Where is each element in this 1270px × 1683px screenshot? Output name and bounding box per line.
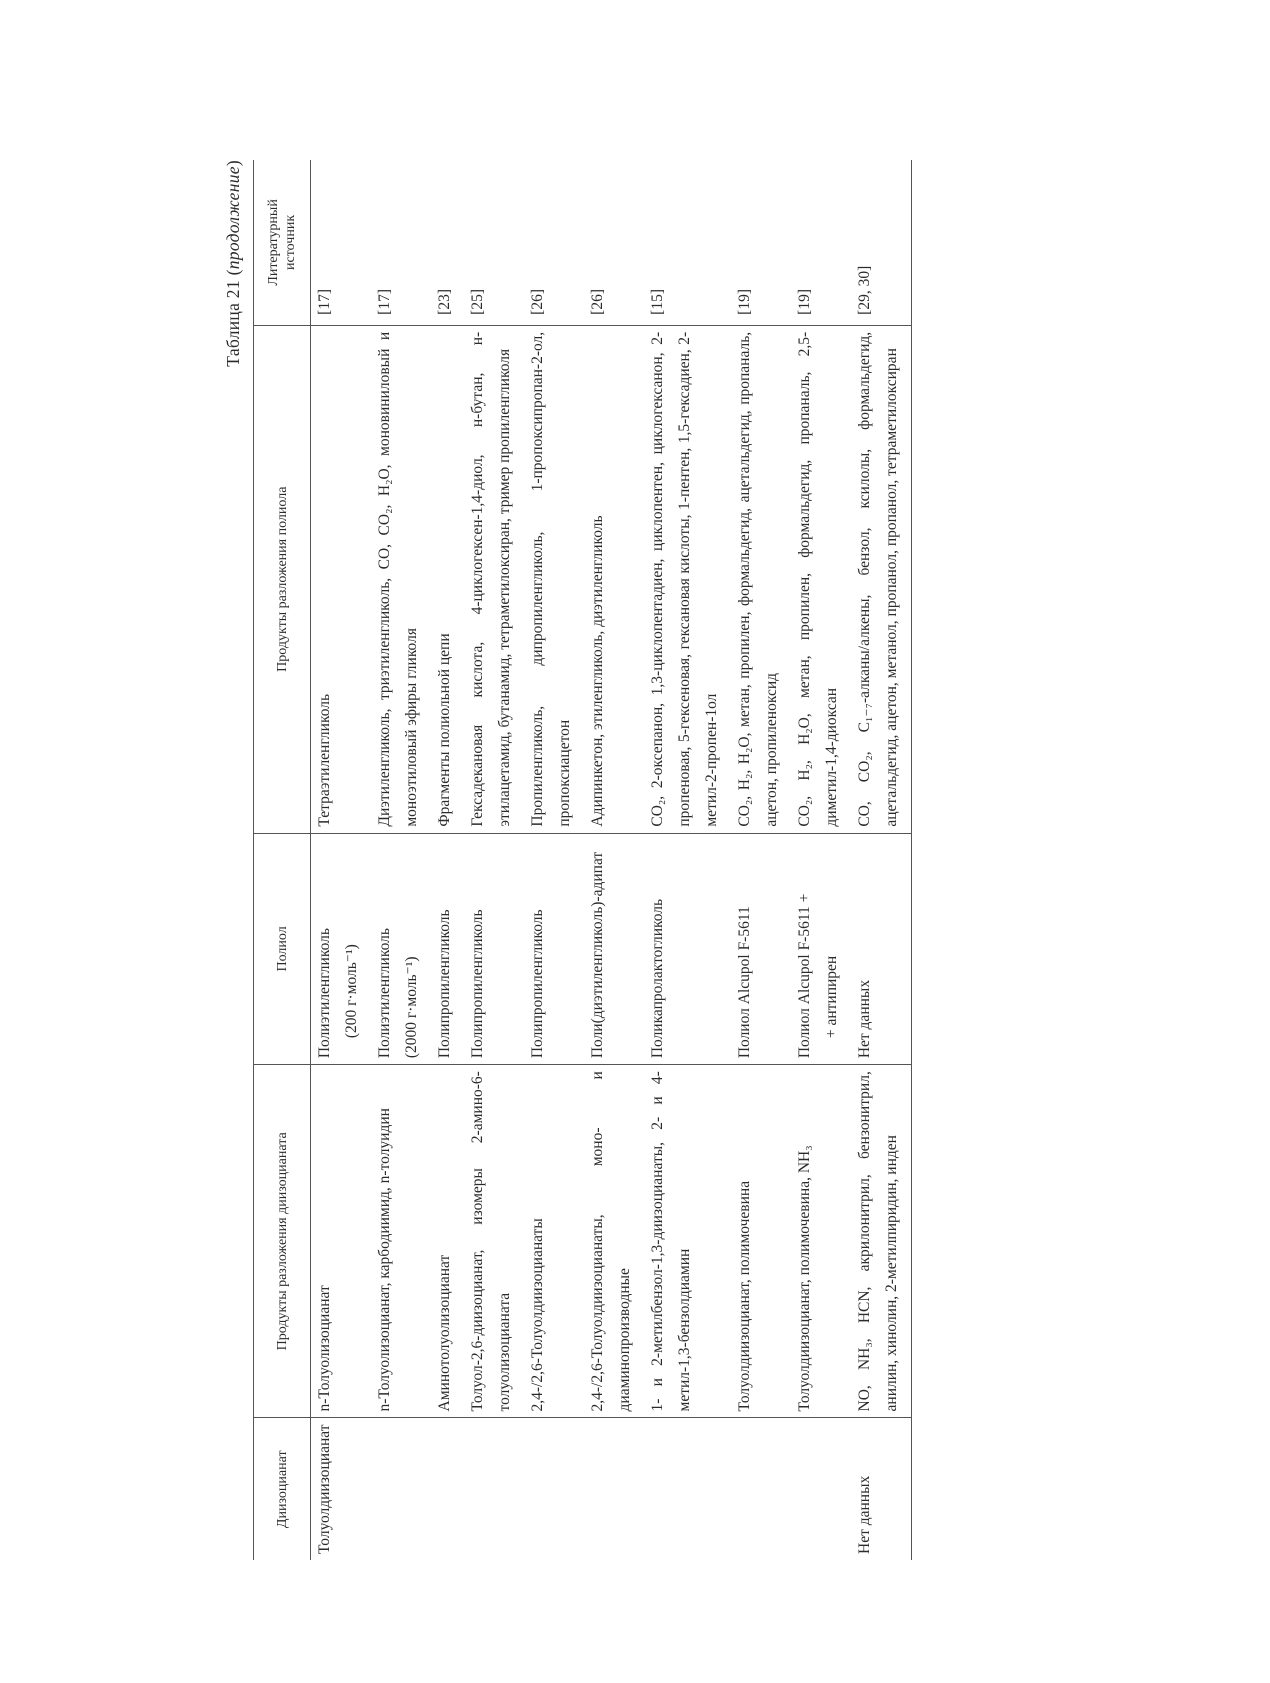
cell-source: [26]: [524, 160, 584, 325]
cell-diisocyanate-products: Толуол-2,6-диизоцианат, изомеры 2-амино-6-толуолизоцианата: [464, 1065, 524, 1418]
polyol-line2: (200 г·моль⁻¹): [343, 944, 360, 1039]
header-diisocyanate-products: Продукты разложения диизоцианата: [254, 1065, 311, 1418]
cell-source: [26]: [584, 160, 644, 325]
cell-source: [19]: [731, 160, 791, 325]
header-source-line1: Литературный: [266, 199, 281, 286]
table-row: [731, 160, 791, 1560]
cell-diisocyanate-products: NO, NH₃, HCN, акрилонитрил, бензонитрил, анилин, хинолин, 2-метилпиридин, инден: [851, 1065, 912, 1418]
table-row: [791, 160, 851, 1560]
cell-diisocyanate: [584, 1418, 644, 1560]
cell-source: [17]: [371, 160, 431, 325]
cell-diisocyanate: [371, 1418, 431, 1560]
cell-source: [29, 30]: [851, 160, 912, 325]
cell-polyol: Полипропиленгликоль: [464, 833, 524, 1065]
cell-polyol: Полипропиленгликоль: [431, 833, 464, 1065]
cell-polyol-products: Пропиленгликоль, дипропиленгликоль, 1-пропоксипропан-2-ол, пропоксиацетон: [524, 325, 584, 833]
cell-diisocyanate: Нет данных: [851, 1418, 912, 1560]
table-row: [644, 160, 731, 1560]
cell-diisocyanate-products: 1- и 2-метилбензол-1,3-диизоцианаты, 2- и 4-метил-1,3-бензолдиамин: [644, 1065, 731, 1418]
polyol-line1: Полиэтиленгликоль: [316, 928, 333, 1059]
cell-polyol: Полипропиленгликоль: [524, 833, 584, 1065]
table-row: [464, 160, 524, 1560]
table-row: [371, 160, 431, 1560]
cell-diisocyanate-products: 2,4-/2,6-Толуолдиизоцианаты, моно- и диаминопроизводные: [584, 1065, 644, 1418]
cell-diisocyanate-products: Толуолдиизоцианат, полимочевина, NH₃: [791, 1065, 851, 1418]
cell-diisocyanate-products: n-Толуолизоцианат, карбодиимид, n-толуидин: [371, 1065, 431, 1418]
cell-diisocyanate-products: Толуолдиизоцианат, полимочевина: [731, 1065, 791, 1418]
polyol-line1: Полиол Alcupol F-5611 +: [796, 893, 813, 1059]
cell-diisocyanate: Толуолдиизоцианат: [316, 1424, 333, 1554]
cell-polyol-products: CO₂, 2-оксепанон, 1,3-циклопентадиен, циклопентен, циклогексанон, 2-пропеновая, 5-гексеновая, гексановая кислоты, 1-пентен, 1,5-гексадиен, 2-метил-2-пропен-1ол: [644, 325, 731, 833]
cell-polyol: Полиол Alcupol F-5611: [731, 833, 791, 1065]
cell-source: [15]: [644, 160, 731, 325]
table-row: [431, 160, 464, 1560]
cell-diisocyanate: [644, 1418, 731, 1560]
cell-source: [23]: [431, 160, 464, 325]
header-polyol: Полиол: [254, 833, 311, 1065]
header-source-line2: источник: [283, 214, 298, 270]
header-diisocyanate: Диизоцианат: [254, 1418, 311, 1560]
caption-continued: продолжение: [223, 166, 243, 270]
cell-diisocyanate-products: n-Толуолизоцианат: [311, 1065, 372, 1418]
header-polyol-products: Продукты разложения полиола: [254, 325, 311, 833]
table-row: [851, 160, 912, 1560]
cell-diisocyanate-products: Аминотолуолизоцианат: [431, 1065, 464, 1418]
cell-polyol: [311, 833, 372, 1065]
cell-polyol-products: Диэтиленгликоль, триэтиленгликоль, CO, CO₂, H₂O, моновиниловый и моноэтиловый эфиры гликоля: [371, 325, 431, 833]
rotated-table-block: [213, 160, 1023, 1560]
data-table: [253, 160, 912, 1560]
cell-source: [19]: [791, 160, 851, 325]
cell-polyol-products: CO₂, H₂, H₂O, метан, пропилен, формальдегид, пропаналь, 2,5-диметил-1,4-диоксан: [791, 325, 851, 833]
cell-diisocyanate: [524, 1418, 584, 1560]
cell-diisocyanate: [731, 1418, 791, 1560]
table-row: [584, 160, 644, 1560]
polyol-line1: Полиэтиленгликоль: [376, 928, 393, 1059]
table-caption: [213, 160, 253, 1560]
cell-polyol-products: Тетраэтиленгликоль: [311, 325, 372, 833]
caption-suffix: ): [223, 160, 243, 167]
cell-polyol-products: Адипинкетон, этиленгликоль, диэтиленгликоль: [584, 325, 644, 833]
table-row: [311, 160, 372, 1560]
cell-polyol: Нет данных: [851, 833, 912, 1065]
cell-polyol: [371, 833, 431, 1065]
header-source: [254, 160, 311, 325]
cell-diisocyanate: [431, 1418, 464, 1560]
polyol-line2: + антипирен: [823, 955, 840, 1039]
cell-diisocyanate: [791, 1418, 851, 1560]
cell-polyol-products: Фрагменты полиольной цепи: [431, 325, 464, 833]
cell-diisocyanate-products: 2,4-/2,6-Толуолдиизоцианаты: [524, 1065, 584, 1418]
cell-polyol: Поли(диэтиленгликоль)-адипат: [584, 833, 644, 1065]
cell-polyol-products: CO₂, H₂, H₂O, метан, пропилен, формальдегид, ацетальдегид, пропаналь, ацетон, пропиленоксид: [731, 325, 791, 833]
cell-diisocyanate: [464, 1418, 524, 1560]
cell-polyol-products: Гексадекановая кислота, 4-циклогексен-1,4-диол, н-бутан, н-этилацетамид, бутанамид, тетраметилоксиран, тример пропиленгликоля: [464, 325, 524, 833]
cell-polyol-products: CO, CO₂, C₁₋₇-алканы/алкены, бензол, ксилолы, формальдегид, ацетальдегид, ацетон, метанол, пропанол, пропанол, тетраметилоксиран: [851, 325, 912, 833]
cell-source: [25]: [464, 160, 524, 325]
cell-source: [17]: [311, 160, 372, 325]
polyol-line2: (2000 г·моль⁻¹): [403, 956, 420, 1059]
table-header-row: [254, 160, 311, 1560]
caption-prefix: Таблица 21 (: [223, 269, 243, 367]
cell-polyol: [791, 833, 851, 1065]
cell-polyol: Поликапролактогликоль: [644, 833, 731, 1065]
table-row: [524, 160, 584, 1560]
